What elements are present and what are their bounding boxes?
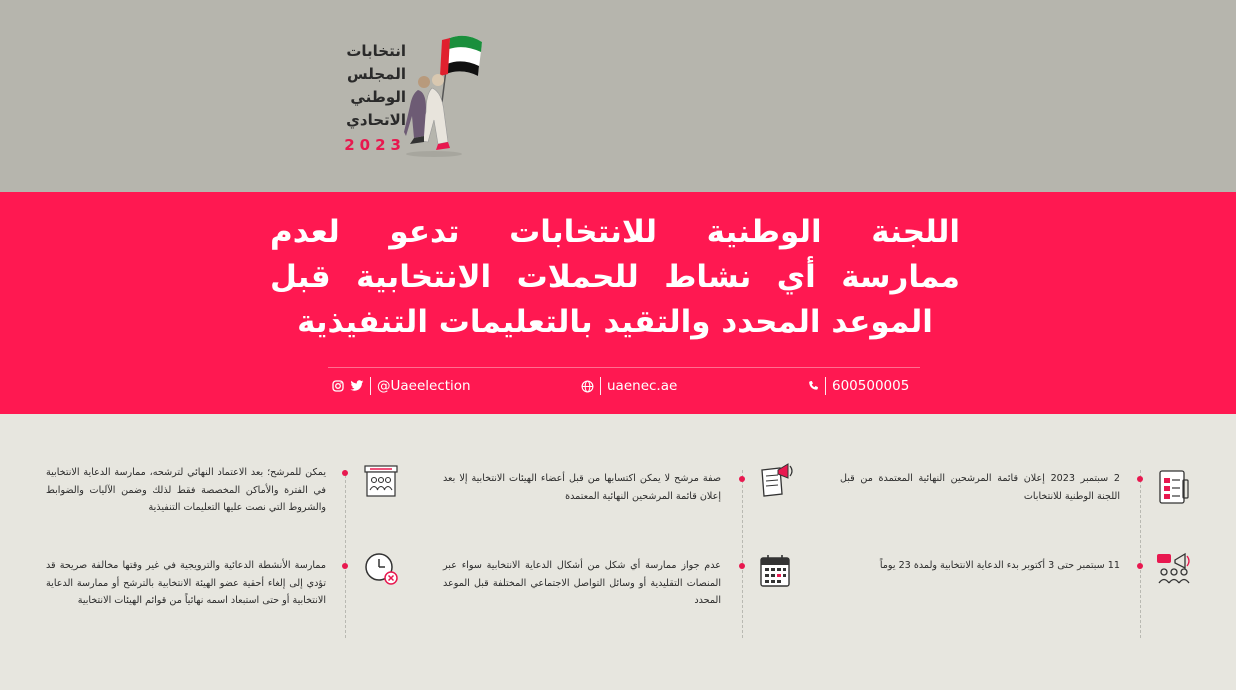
flag-runners-icon: [404, 32, 498, 160]
timeline-dot: [342, 470, 348, 476]
info-item-right-top: 2 سبتمبر 2023 إعلان قائمة المرشحين النهائية المعتمدة من قبل اللجنة الوطنية للانتخابات: [840, 473, 1120, 502]
info-item-middle-bottom: عدم جواز ممارسة أي شكل من أشكال الدعاية الانتخابية سواء عبر المنصات التقليدية أو وسائل التواصل الاجتماعي المختلفة قبل الموعد المحدد: [443, 560, 721, 606]
timeline-line-left: [345, 470, 346, 638]
phone-number[interactable]: 600500005: [832, 378, 910, 394]
megaphone-paper-icon: [758, 460, 796, 498]
instagram-icon[interactable]: [332, 380, 344, 392]
headline-divider: [328, 367, 920, 368]
logo-text: [328, 40, 406, 132]
info-item-right-bottom: 11 سبتمبر حتى 3 أكتوبر بدء الدعاية الانتخابية ولمدة 23 يوماً: [879, 560, 1120, 571]
timeline-dot: [739, 476, 745, 482]
social-contact[interactable]: [332, 375, 471, 397]
info-item-left-bottom: ممارسة الأنشطة الدعائية والترويجية في غير وقتها مخالفة صريحة قد تؤدي إلى إلغاء أحقية عضو الهيئة الانتخابية بالترشح أو ممارسة الدعاية الانتخابية أو حتى استبعاد اسمه نهائياً من قوائم الهيئات الانتخابية: [46, 560, 326, 606]
logo-line-4: الاتحادي: [346, 111, 406, 129]
logo-line-1: انتخابات: [346, 42, 406, 60]
header-area: [0, 0, 1236, 192]
election-logo: [318, 32, 498, 162]
website-link[interactable]: uaenec.ae: [607, 378, 678, 394]
headline-line-1: اللجنة الوطنية للانتخابات تدعو لعدم: [270, 214, 960, 250]
timeline-line-middle: [742, 470, 743, 638]
timeline-dot: [739, 563, 745, 569]
clock-cancel-icon: [362, 550, 400, 588]
logo-year: 2023: [344, 136, 406, 154]
phone-contact[interactable]: [808, 375, 909, 397]
headline: [270, 210, 960, 345]
voters-box-icon: [362, 462, 400, 500]
document-list-icon: [1155, 468, 1193, 506]
info-item-left-top: يمكن للمرشح؛ بعد الاعتماد النهائي لترشحه، ممارسة الدعاية الانتخابية في الفترة والأماكن المخصصة فقط لذلك وضمن الآليات والضوابط والشروط التي نصت عليها التعليمات التنفيذية: [46, 467, 326, 513]
headline-band: [0, 192, 1236, 414]
calendar-icon: [757, 552, 795, 590]
globe-icon: [581, 380, 594, 393]
headline-line-3: الموعد المحدد والتقيد بالتعليمات التنفيذية: [297, 304, 933, 340]
info-item-middle-top: صفة مرشح لا يمكن اكتسابها من قبل أعضاء الهيئات الانتخابية إلا بعد إعلان قائمة المرشحين النهائية المعتمدة: [443, 473, 721, 502]
twitter-icon[interactable]: [350, 380, 364, 392]
timeline-line-right: [1140, 470, 1141, 638]
website-contact[interactable]: [581, 375, 677, 397]
timeline-dot: [1137, 563, 1143, 569]
logo-line-2: المجلس: [347, 65, 406, 83]
timeline-dot: [342, 563, 348, 569]
people-megaphone-icon: [1155, 548, 1193, 586]
logo-line-3: الوطني: [350, 88, 406, 106]
headline-line-2: ممارسة أي نشاط للحملات الانتخابية قبل: [270, 259, 960, 295]
phone-icon: [808, 380, 819, 392]
social-handle[interactable]: @Uaeelection: [377, 378, 471, 394]
timeline-dot: [1137, 476, 1143, 482]
